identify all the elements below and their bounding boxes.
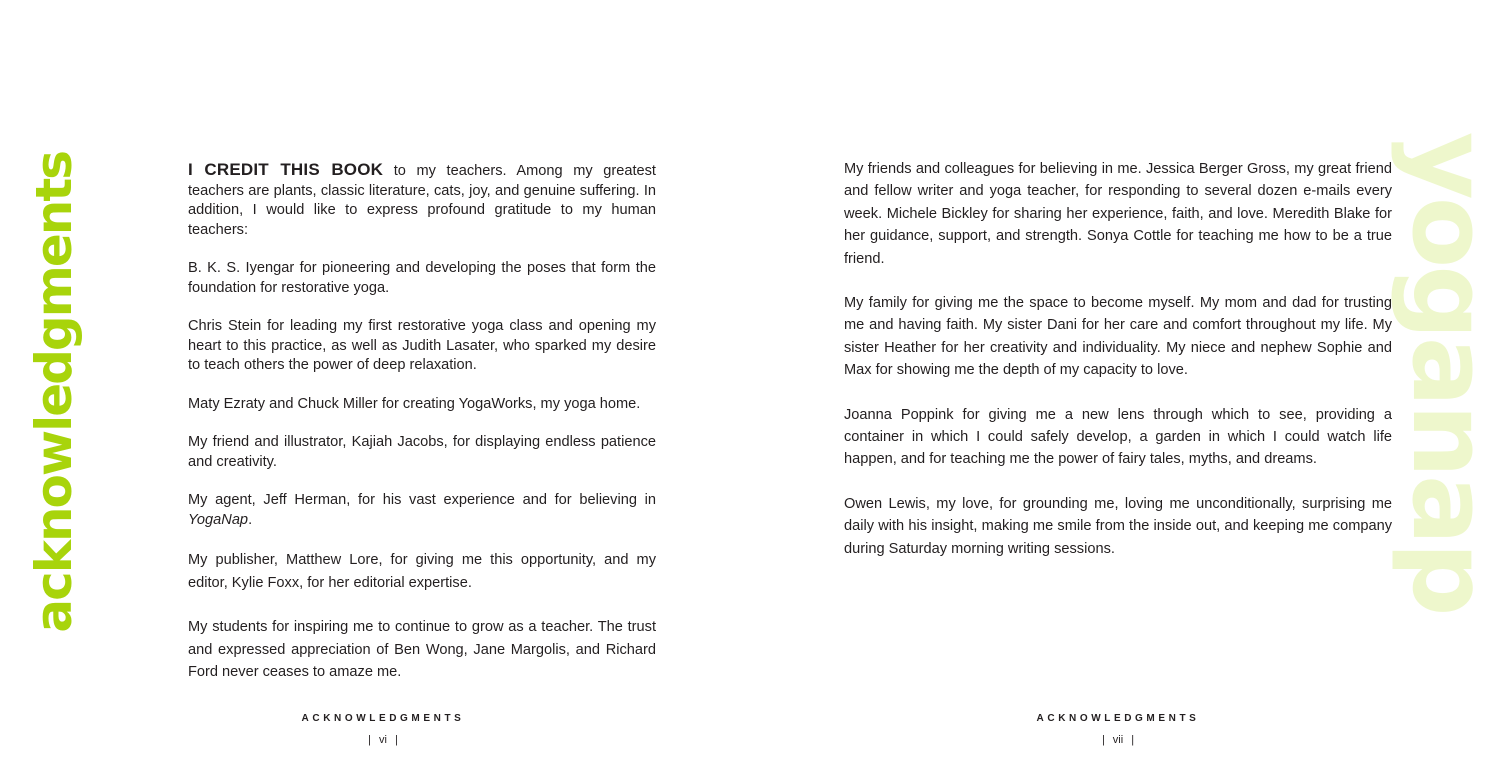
left-body-text: [188, 160, 656, 706]
paragraph-poppink: Joanna Poppink for giving me a new lens through which to see, providing a container in which I could safely develop, a garden in which I could watch life happen, and for teaching me the power of fairy tales, myths, and dreams.: [844, 406, 1392, 468]
side-title-yoganap: yoganap: [1389, 132, 1511, 614]
page-number: vi: [379, 734, 387, 746]
paragraph-friends: My friends and colleagues for believing in me. Jessica Berger Gross, my great friend and fellow writer and yoga teacher, for responding to several dozen e-mails every week. Michele Bickley for sharing her experience, faith, and love. Meredith Blake for her guidance, support, and strength. Sonya Cottle for teaching me how to be a true friend.: [844, 161, 1392, 267]
right-side-title: [1389, 132, 1511, 632]
intro-paragraph: [188, 160, 656, 240]
agent-end: .: [248, 511, 253, 528]
paragraph-publisher: My publisher, Matthew Lore, for giving me this opportunity, and my editor, Kylie Foxx, for her editorial expertise.: [188, 552, 656, 591]
paragraph-stein: Chris Stein for leading my first restorative yoga class and opening my heart to this practice, as well as Judith Lasater, who sparked my desire to teach others the power of deep relaxation.: [188, 318, 656, 373]
left-side-title: [24, 152, 84, 633]
folio: [1094, 734, 1142, 746]
folio: [360, 734, 406, 746]
folio-bar: |: [1101, 734, 1105, 746]
agent-text: My agent, Jeff Herman, for his vast experience and for believing in: [188, 492, 656, 508]
lead-in: I CREDIT THIS BOOK: [188, 160, 384, 179]
paragraph-owen: Owen Lewis, my love, for grounding me, loving me unconditionally, surprising me daily with his insight, making me smile from the inside out, and keeping me company during Saturday morning writing sessions.: [844, 495, 1392, 557]
folio-bar: |: [1131, 734, 1135, 746]
page-number: vii: [1112, 734, 1124, 746]
right-body-text: [844, 158, 1392, 582]
running-head: ACKNOWLEDGMENTS: [1036, 713, 1200, 724]
paragraph-agent: [188, 491, 656, 530]
paragraph-students: My students for inspiring me to continue to grow as a teacher. The trust and expressed appreciation of Ben Wong, Jane Margolis, and Richard Ford never ceases to amaze me.: [188, 619, 656, 680]
paragraph-ezraty: Maty Ezraty and Chuck Miller for creating YogaWorks, my yoga home.: [188, 395, 641, 412]
folio-bar: |: [368, 734, 372, 746]
intro-rest: to my teachers. Among my greatest teachers are plants, classic literature, cats, joy, and genuine suffering. In addition, I would like to express profound gratitude to my human teachers:: [188, 163, 656, 238]
right-footer: [1018, 713, 1218, 748]
folio-bar: |: [394, 734, 398, 746]
left-footer: [283, 713, 483, 748]
left-page: [0, 0, 750, 779]
paragraph-iyengar: B. K. S. Iyengar for pioneering and developing the poses that form the foundation for restorative yoga.: [188, 260, 656, 296]
paragraph-illustrator: My friend and illustrator, Kajiah Jacobs, for displaying endless patience and creativity.: [188, 434, 656, 470]
paragraph-family: My family for giving me the space to become myself. My mom and dad for trusting me and having faith. My sister Dani for her care and comfort throughout my life. My sister Heather for her creativity and individuality. My niece and nephew Sophie and Max for showing me the depth of my capacity to love.: [844, 295, 1392, 379]
side-title-acknowledgments: acknowledgments: [25, 152, 83, 633]
right-page: [750, 0, 1511, 779]
agent-book-title: YogaNap: [188, 511, 249, 528]
running-head: ACKNOWLEDGMENTS: [301, 713, 465, 724]
